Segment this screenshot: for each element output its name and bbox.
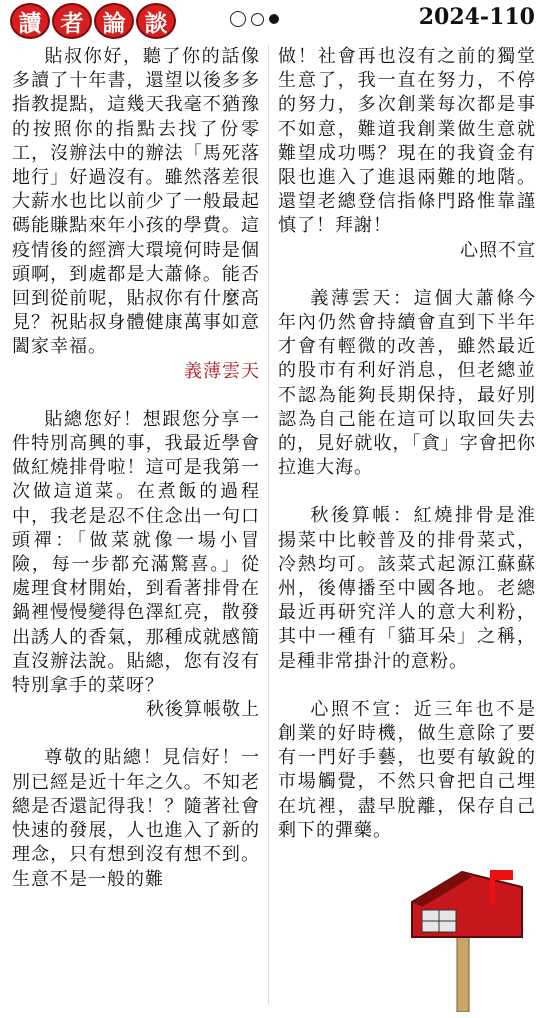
letter-paragraph: 貼總您好！想跟您分享一件特別高興的事，我最近學會做紅燒排骨啦！這可是我第一次做這道菜。在煮飯的過程中，我老是忍不住念出一句口頭禪：「做菜就像一場小冒險，每一步都充滿驚喜。」從處理食材開始，到看著排骨在鍋裡慢慢變得色澤紅亮，散發出誘人的香氣，那種成就感簡直沒辦法說。貼總，您有沒有特別拿手的菜呀？ xyxy=(12,408,260,697)
title-char-badge: 論 xyxy=(94,3,134,39)
title-char-badge: 談 xyxy=(136,3,176,39)
letter-signature: 秋後算帳敬上 xyxy=(146,699,260,721)
letter-signature: 義薄雲天 xyxy=(184,360,260,382)
decorative-dots xyxy=(230,11,279,27)
letter-paragraph: 做！社會再也沒有之前的獨堂生意了，我一直在努力，不停的努力，多次創業每次都是事不如意，難道我創業做生意就難望成功嗎？現在的我資金有限也進入了進退兩難的地階。還望老總登信指條門路惟靠謹慎了！拜謝！ xyxy=(278,46,536,237)
mailbox-icon xyxy=(402,862,532,1012)
circle-icon xyxy=(251,13,264,26)
letter-paragraph: 貼叔你好，聽了你的話像多讀了十年書，還望以後多多指教提點，這幾天我毫不猶豫的按照你的指點去找了份零工，沒辦法中的辦法「馬死落地行」好過沒有。雖然落差很大薪水也比以前少了一般最起碼能賺點來年小孩的學費。這疫情後的經濟大環境何時是個頭啊，到處都是大蕭條。能否回到從前呢，貼叔你有什麼高見？祝貼叔身體健康萬事如意闔家幸福。 xyxy=(12,46,260,358)
title-char-badge: 讀 xyxy=(10,3,50,39)
filled-circle-icon xyxy=(269,14,279,24)
column-title xyxy=(10,3,176,39)
right-column xyxy=(278,45,536,843)
page-header xyxy=(0,0,545,36)
letter-paragraph: 尊敬的貼總！見信好！一別已經是近十年之久。不知老總是否還記得我！？隨著社會快速的發展，人也進入了新的理念，只有想到沒有想不到。生意不是一般的難 xyxy=(12,747,260,890)
left-column xyxy=(12,45,260,892)
title-char-badge: 者 xyxy=(52,3,92,39)
reply-paragraph: 心照不宣：近三年也不是創業的好時機，做生意除了要有一門好手藝，也要有敏銳的市場觸覺，不然只會把自己埋在坑裡，盡早脫離，保存自己剩下的彈藥。 xyxy=(278,698,536,841)
column-divider xyxy=(268,45,269,1005)
circle-icon xyxy=(230,11,246,27)
letter-signature: 心照不宣 xyxy=(460,239,536,261)
reply-paragraph: 義薄雲天：這個大蕭條今年內仍然會持續會直到下半年才會有輕微的改善，雖然最近的股市有利好消息，但老總並不認為能夠長期保持，最好別認為自己能在這可以取回失去的，見好就收，「貪」字會把你拉進大海。 xyxy=(278,287,536,479)
reply-paragraph: 秋後算帳：紅燒排骨是淮揚菜中比較普及的排骨菜式，冷熱均可。該菜式起源江蘇蘇州，後傳播至中國各地。老總最近再研究洋人的意大利粉，其中一種有「貓耳朵」之稱，是種非常掛汁的意粉。 xyxy=(278,505,536,672)
issue-number: 2024-110 xyxy=(418,4,535,30)
